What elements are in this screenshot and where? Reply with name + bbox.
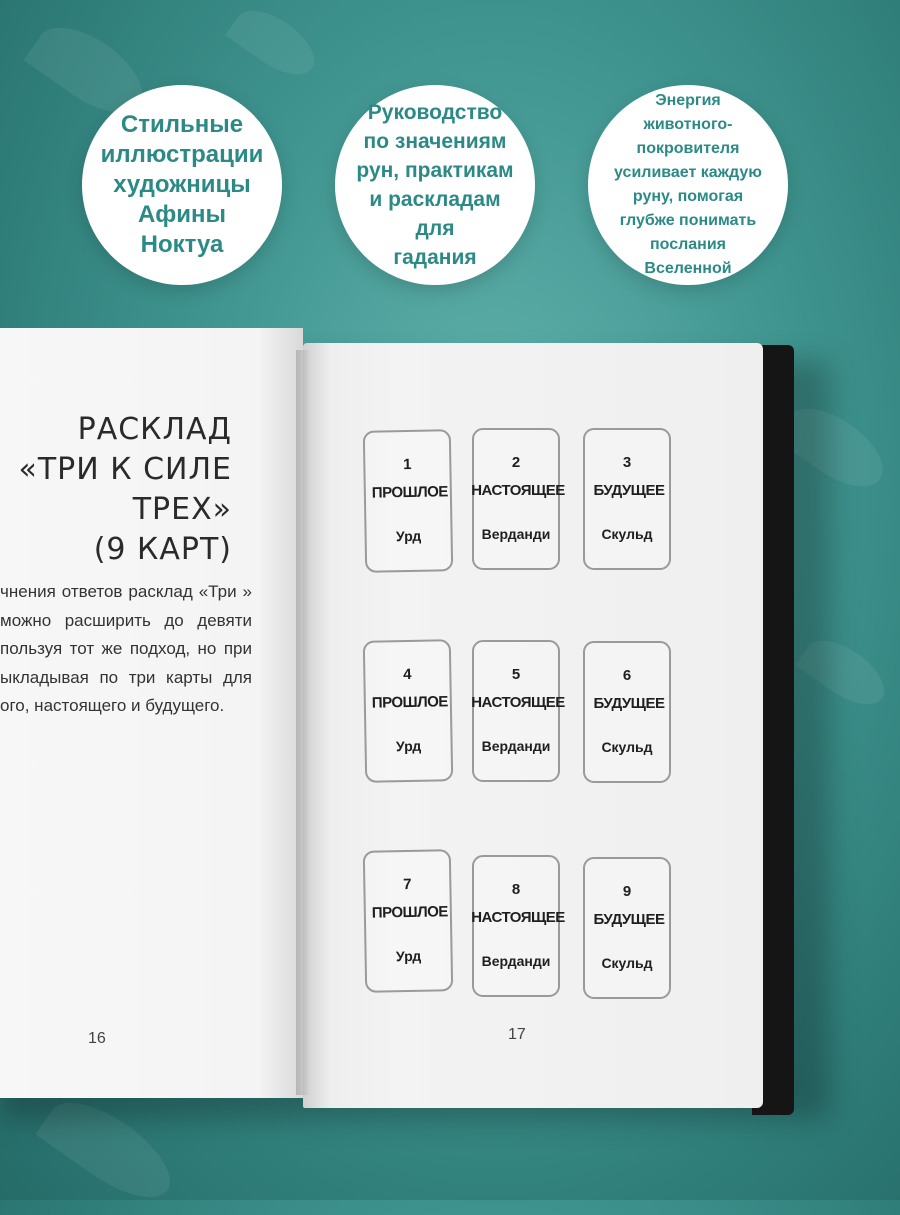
spread-description: чнения ответов расклад «Три » можно расширить до девяти пользуя тот же подход, но при ыкладывая по три карты для ого, настоящего и будущего.	[0, 582, 252, 715]
card-norn-name: Скульд	[601, 739, 653, 755]
card-norn-name: Скульд	[601, 955, 653, 971]
feature-bubble-guide: Руководство по значениям рун, практикам и раскладам для гадания	[335, 85, 535, 285]
card-position-label: ПРОШЛОЕ	[371, 903, 449, 922]
card-position-label: БУДУЩЕЕ	[593, 482, 665, 499]
card-norn-name: Верданди	[481, 738, 551, 754]
feature-bubble-illustrations: Стильные иллюстрации художницы Афины Ноктуа	[82, 85, 282, 285]
book-gutter	[296, 350, 310, 1095]
card-norn-name: Скульд	[601, 526, 653, 542]
card-slot-9	[583, 857, 671, 999]
card-position-label: ПРОШЛОЕ	[371, 483, 449, 502]
card-slot-2	[471, 428, 565, 570]
card-number: 4	[403, 665, 412, 684]
card-slot-8	[471, 855, 565, 997]
card-position-label: НАСТОЯЩЕЕ	[471, 694, 565, 711]
card-number: 6	[622, 667, 632, 684]
card-number: 8	[511, 881, 521, 898]
card-number: 5	[511, 666, 521, 683]
card-position-label: БУДУЩЕЕ	[593, 911, 665, 928]
page-number-left: 16	[88, 1030, 106, 1047]
card-number: 2	[511, 454, 521, 471]
card-slot-4	[363, 639, 453, 783]
page-number-right: 17	[508, 1026, 526, 1043]
card-position-label: НАСТОЯЩЕЕ	[471, 909, 565, 926]
card-number: 9	[622, 883, 632, 900]
card-number: 3	[622, 454, 632, 471]
card-slot-5	[471, 640, 565, 782]
card-norn-name: Урд	[395, 737, 422, 755]
card-slot-7	[363, 849, 453, 993]
spread-title: РАСКЛАД «ТРИ К СИЛЕ ТРЕХ» (9 КАРТ)	[18, 412, 232, 567]
card-slot-3	[583, 428, 671, 570]
card-position-label: ПРОШЛОЕ	[371, 693, 449, 712]
feature-bubble-energy: Энергия животного- покровителя усиливает каждую руну, помогая глубже понимать послания Вселенной	[588, 85, 788, 285]
card-slot-1	[363, 429, 453, 573]
card-number: 1	[403, 455, 412, 474]
card-norn-name: Урд	[395, 947, 422, 965]
card-position-label: БУДУЩЕЕ	[593, 695, 665, 712]
card-norn-name: Верданди	[481, 953, 551, 969]
card-slot-6	[583, 641, 671, 783]
card-norn-name: Урд	[395, 527, 422, 545]
background-leaf-shape	[225, 0, 325, 87]
card-position-label: НАСТОЯЩЕЕ	[471, 482, 565, 499]
card-number: 7	[403, 875, 412, 894]
card-norn-name: Верданди	[481, 526, 551, 542]
